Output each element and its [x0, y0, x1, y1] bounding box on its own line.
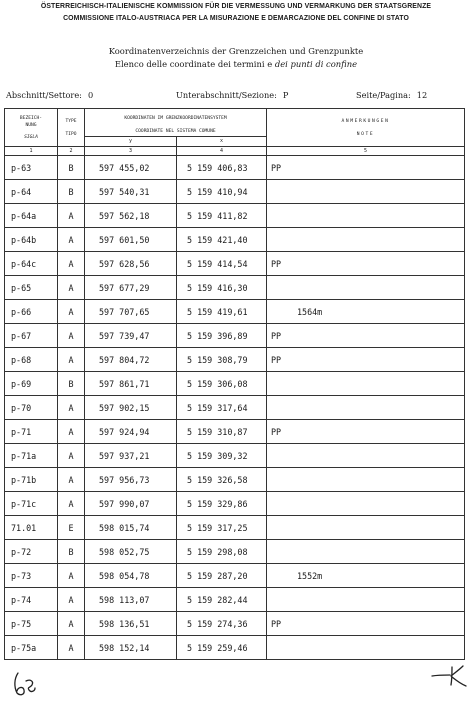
abschnitt-label: Abschnitt/Settore: [6, 90, 82, 100]
table-row [5, 252, 465, 276]
type-cell: A [58, 636, 85, 660]
table-row [5, 636, 465, 660]
seite-field [356, 90, 427, 100]
unterabschnitt-value: P [282, 90, 289, 100]
y-coordinate-cell: 597 937,21 [85, 444, 177, 468]
y-coordinate-cell: 597 990,07 [85, 492, 177, 516]
coordinate-table [4, 108, 465, 660]
type-cell: A [58, 276, 85, 300]
table-row [5, 540, 465, 564]
column-number-5: 5 [267, 147, 465, 156]
bezeichnung-cell: p-71 [5, 420, 58, 444]
type-cell: A [58, 228, 85, 252]
x-coordinate-cell: 5 159 309,32 [177, 444, 267, 468]
table-row [5, 156, 465, 180]
type-cell: A [58, 588, 85, 612]
table-row [5, 204, 465, 228]
note-cell [267, 156, 465, 180]
y-coordinate-cell: 597 455,02 [85, 156, 177, 180]
table-row [5, 492, 465, 516]
x-coordinate-cell: 5 159 274,36 [177, 612, 267, 636]
note-cell [267, 204, 465, 228]
note-text: PP [271, 258, 282, 269]
type-cell: A [58, 252, 85, 276]
bezeichnung-cell: p-72 [5, 540, 58, 564]
type-cell: A [58, 204, 85, 228]
note-cell [267, 588, 465, 612]
type-cell: A [58, 348, 85, 372]
subtitle-italian-part-1: Elenco delle coordinate dei termini e [114, 59, 275, 69]
column-number-2: 2 [58, 147, 85, 156]
note-cell [267, 300, 465, 324]
table-row [5, 444, 465, 468]
x-coordinate-cell: 5 159 317,64 [177, 396, 267, 420]
table-row [5, 180, 465, 204]
commission-title-italian: COMMISSIONE ITALO-AUSTRIACA PER LA MISURAZIONE E DEMARCAZIONE DEL CONFINE DI STATO [63, 15, 409, 22]
note-cell [267, 228, 465, 252]
note-cell [267, 348, 465, 372]
note-cell [267, 564, 465, 588]
type-cell: A [58, 324, 85, 348]
column-number-1: 1 [5, 147, 58, 156]
y-coordinate-cell: 597 540,31 [85, 180, 177, 204]
table-row [5, 348, 465, 372]
y-coordinate-cell: 597 956,73 [85, 468, 177, 492]
header-y: y [85, 137, 177, 147]
y-coordinate-cell: 597 601,50 [85, 228, 177, 252]
y-coordinate-cell: 598 136,51 [85, 612, 177, 636]
note-text: PP [271, 354, 282, 365]
x-coordinate-cell: 5 159 419,61 [177, 300, 267, 324]
header-anmerkungen [267, 109, 465, 147]
table-row [5, 228, 465, 252]
elevation-note: 1564m [297, 306, 323, 317]
seite-label: Seite/Pagina: [356, 90, 411, 100]
type-cell: A [58, 468, 85, 492]
y-coordinate-cell: 597 628,56 [85, 252, 177, 276]
note-text: PP [271, 426, 282, 437]
bezeichnung-cell: p-66 [5, 300, 58, 324]
bezeichnung-cell: p-63 [5, 156, 58, 180]
note-cell [267, 396, 465, 420]
header-bezeichnung [5, 109, 58, 147]
bezeichnung-cell: 71.01 [5, 516, 58, 540]
document-subtitle-italian [0, 59, 472, 69]
header-sigla: SIGLA [24, 134, 38, 140]
x-coordinate-cell: 5 159 326,58 [177, 468, 267, 492]
note-cell [267, 180, 465, 204]
y-coordinate-cell: 597 562,18 [85, 204, 177, 228]
type-cell: B [58, 180, 85, 204]
type-cell: A [58, 564, 85, 588]
table-row [5, 276, 465, 300]
type-cell: A [58, 492, 85, 516]
note-cell [267, 516, 465, 540]
header-note: NOTE [356, 131, 375, 137]
column-number-row [5, 147, 465, 156]
note-text: PP [271, 618, 282, 629]
y-coordinate-cell: 598 113,07 [85, 588, 177, 612]
bezeichnung-cell: p-71a [5, 444, 58, 468]
bezeichnung-cell: p-64b [5, 228, 58, 252]
table-row [5, 396, 465, 420]
y-coordinate-cell: 598 015,74 [85, 516, 177, 540]
bezeichnung-cell: p-71b [5, 468, 58, 492]
x-coordinate-cell: 5 159 416,30 [177, 276, 267, 300]
bezeichnung-cell: p-74 [5, 588, 58, 612]
table-row [5, 468, 465, 492]
note-cell [267, 324, 465, 348]
seite-value: 12 [416, 90, 428, 100]
subtitle-italian-part-2: dei punti di confine [274, 59, 358, 69]
bezeichnung-cell: p-70 [5, 396, 58, 420]
unterabschnitt-label: Unterabschnitt/Sezione: [176, 90, 277, 100]
column-number-3: 3 [85, 147, 177, 156]
coordinate-table-body [5, 109, 465, 660]
header-coordinates-german: KOORDINATEN IM GRENZKOORDINATENSYSTEM [124, 116, 227, 121]
document-subtitle-german: Koordinatenverzeichnis der Grenzzeichen und Grenzpunkte [108, 46, 364, 56]
type-cell: B [58, 372, 85, 396]
bezeichnung-cell: p-75a [5, 636, 58, 660]
header-type-german: TYPE [65, 118, 77, 124]
x-coordinate-cell: 5 159 259,46 [177, 636, 267, 660]
header-anmerkungen-german: ANMERKUNGEN [341, 118, 390, 124]
type-cell: A [58, 612, 85, 636]
y-coordinate-cell: 597 902,15 [85, 396, 177, 420]
bezeichnung-cell: p-64a [5, 204, 58, 228]
y-coordinate-cell: 597 804,72 [85, 348, 177, 372]
table-row [5, 300, 465, 324]
unterabschnitt-field [176, 90, 288, 100]
table-header-row [5, 109, 465, 137]
commission-title-german: ÖSTERREICHISCH-ITALIENISCHE KOMMISSION FÜR DIE VERMESSUNG UND VERMARKUNG DER STAATSGRENZE [40, 3, 432, 10]
y-coordinate-cell: 597 924,94 [85, 420, 177, 444]
bezeichnung-cell: p-68 [5, 348, 58, 372]
x-coordinate-cell: 5 159 308,79 [177, 348, 267, 372]
abschnitt-field [6, 90, 93, 100]
table-row [5, 612, 465, 636]
note-cell [267, 540, 465, 564]
abschnitt-value: 0 [87, 90, 94, 100]
header-type [58, 109, 85, 147]
bezeichnung-cell: p-73 [5, 564, 58, 588]
x-coordinate-cell: 5 159 411,82 [177, 204, 267, 228]
table-row [5, 564, 465, 588]
table-row [5, 588, 465, 612]
handwritten-initials-right [430, 663, 468, 689]
x-coordinate-cell: 5 159 406,83 [177, 156, 267, 180]
x-coordinate-cell: 5 159 287,20 [177, 564, 267, 588]
x-coordinate-cell: 5 159 421,40 [177, 228, 267, 252]
bezeichnung-cell: p-64c [5, 252, 58, 276]
bezeichnung-cell: p-71c [5, 492, 58, 516]
bezeichnung-cell: p-67 [5, 324, 58, 348]
y-coordinate-cell: 598 052,75 [85, 540, 177, 564]
x-coordinate-cell: 5 159 317,25 [177, 516, 267, 540]
table-row [5, 324, 465, 348]
y-coordinate-cell: 597 707,65 [85, 300, 177, 324]
y-coordinate-cell: 597 677,29 [85, 276, 177, 300]
x-coordinate-cell: 5 159 414,54 [177, 252, 267, 276]
bezeichnung-cell: p-69 [5, 372, 58, 396]
x-coordinate-cell: 5 159 329,86 [177, 492, 267, 516]
header-x: x [177, 137, 267, 147]
x-coordinate-cell: 5 159 310,87 [177, 420, 267, 444]
note-cell [267, 276, 465, 300]
type-cell: E [58, 516, 85, 540]
handwritten-initials-left [12, 671, 38, 697]
header-bezeichnung-line1: BEZEICH- [19, 115, 43, 121]
type-cell: A [58, 396, 85, 420]
note-cell [267, 444, 465, 468]
note-cell [267, 612, 465, 636]
bezeichnung-cell: p-64 [5, 180, 58, 204]
x-coordinate-cell: 5 159 306,08 [177, 372, 267, 396]
table-row [5, 420, 465, 444]
bezeichnung-cell: p-65 [5, 276, 58, 300]
header-bezeichnung-line2: NUNG [25, 122, 37, 128]
note-cell [267, 468, 465, 492]
type-cell: A [58, 420, 85, 444]
table-row [5, 372, 465, 396]
elevation-note: 1552m [297, 570, 323, 581]
type-cell: B [58, 540, 85, 564]
x-coordinate-cell: 5 159 282,44 [177, 588, 267, 612]
y-coordinate-cell: 597 739,47 [85, 324, 177, 348]
note-cell [267, 492, 465, 516]
note-cell [267, 372, 465, 396]
x-coordinate-cell: 5 159 396,89 [177, 324, 267, 348]
header-coordinates [85, 109, 267, 137]
type-cell: A [58, 444, 85, 468]
note-text: PP [271, 330, 282, 341]
header-tipo: TIPO [65, 131, 77, 137]
y-coordinate-cell: 597 861,71 [85, 372, 177, 396]
y-coordinate-cell: 598 054,78 [85, 564, 177, 588]
note-text: PP [271, 162, 282, 173]
bezeichnung-cell: p-75 [5, 612, 58, 636]
note-cell [267, 252, 465, 276]
header-coordinates-italian: COORDINATE NEL SISTEMA COMUNE [135, 129, 216, 134]
column-number-4: 4 [177, 147, 267, 156]
type-cell: A [58, 300, 85, 324]
note-cell [267, 636, 465, 660]
note-cell [267, 420, 465, 444]
x-coordinate-cell: 5 159 410,94 [177, 180, 267, 204]
y-coordinate-cell: 598 152,14 [85, 636, 177, 660]
type-cell: B [58, 156, 85, 180]
x-coordinate-cell: 5 159 298,08 [177, 540, 267, 564]
table-row [5, 516, 465, 540]
